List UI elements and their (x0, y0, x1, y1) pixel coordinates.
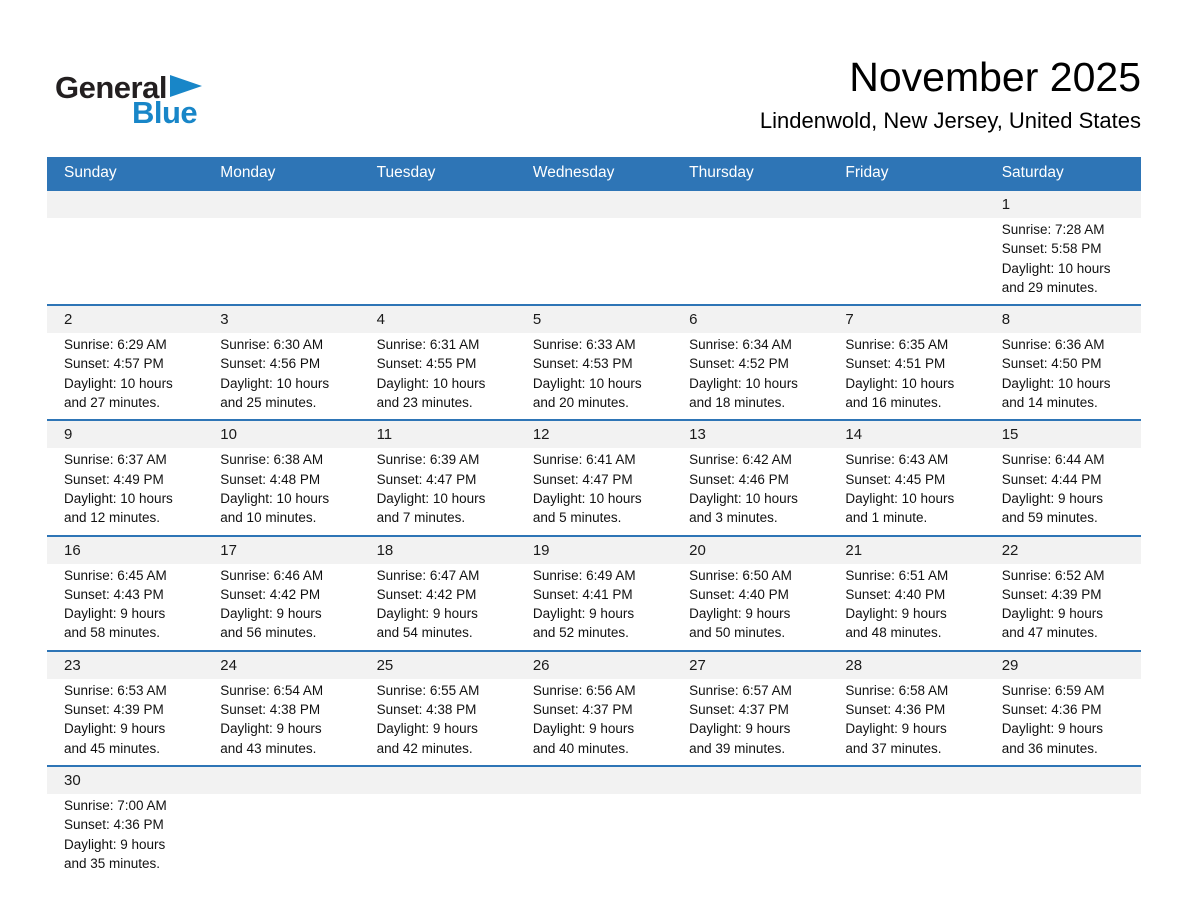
day-cell-2 (47, 306, 203, 419)
day-number-strip (360, 191, 516, 218)
day-number: 21 (845, 541, 863, 559)
day-cell-28 (828, 652, 984, 765)
detail-line: Daylight: 10 hours (64, 375, 173, 391)
detail-line: and 56 minutes. (220, 625, 317, 641)
day-number-strip (516, 191, 672, 218)
day-number: 22 (1001, 541, 1019, 559)
day-number: 15 (1001, 426, 1019, 444)
detail-line: and 7 minutes. (376, 510, 466, 526)
day-details (360, 679, 516, 765)
day-number-strip (985, 306, 1141, 333)
detail-line: and 29 minutes. (1001, 279, 1098, 295)
detail-line: Sunrise: 6:29 AM (64, 337, 167, 353)
day-number-strip (203, 306, 359, 333)
detail-line: Daylight: 10 hours (220, 490, 330, 506)
day-cell-16 (47, 537, 203, 650)
day-number: 14 (845, 426, 863, 444)
detail-line: Daylight: 9 hours (220, 606, 322, 622)
day-number-strip (672, 191, 828, 218)
detail-line: and 50 minutes. (689, 625, 786, 641)
detail-line: Sunrise: 6:56 AM (532, 682, 636, 698)
detail-line: Sunset: 4:48 PM (220, 471, 321, 487)
day-cell-27 (672, 652, 828, 765)
day-cell-12 (516, 421, 672, 534)
day-number-strip (672, 537, 828, 564)
day-cell-22 (985, 537, 1141, 650)
day-number: 3 (220, 311, 229, 329)
detail-line: and 25 minutes. (220, 395, 317, 411)
detail-line: Sunrise: 6:58 AM (845, 682, 949, 698)
day-number: 26 (532, 656, 550, 674)
day-number-strip (47, 767, 203, 794)
day-cell-4 (360, 306, 516, 419)
detail-line: Daylight: 9 hours (376, 606, 478, 622)
week-row-4 (47, 535, 1141, 650)
day-cell-15 (985, 421, 1141, 534)
day-number: 17 (220, 541, 237, 559)
empty-day-details (203, 794, 359, 880)
day-cell-17 (203, 537, 359, 650)
detail-line: Daylight: 9 hours (689, 606, 791, 622)
detail-line: Sunrise: 7:28 AM (1001, 222, 1105, 237)
detail-line: and 40 minutes. (532, 740, 629, 756)
detail-line: Sunset: 5:58 PM (1001, 241, 1102, 257)
detail-line: Sunrise: 6:50 AM (689, 567, 792, 583)
logo-text-general: General (55, 70, 167, 105)
empty-day-details (47, 218, 203, 304)
detail-line: Sunrise: 6:41 AM (532, 452, 636, 468)
day-number-strip (203, 191, 359, 218)
empty-day-details (672, 218, 828, 304)
empty-day-details (672, 794, 828, 880)
day-details (360, 333, 516, 419)
day-details (985, 448, 1141, 534)
detail-line: Daylight: 9 hours (64, 836, 166, 852)
detail-line: Sunset: 4:40 PM (689, 586, 789, 602)
detail-line: Sunrise: 6:33 AM (532, 337, 636, 353)
detail-line: Daylight: 10 hours (220, 375, 330, 391)
day-number: 29 (1001, 656, 1019, 674)
day-number-strip (203, 767, 359, 794)
detail-line: Sunset: 4:52 PM (689, 356, 789, 372)
day-details (47, 679, 203, 765)
detail-line: and 12 minutes. (64, 510, 161, 526)
day-cell-7 (828, 306, 984, 419)
day-number-strip (360, 537, 516, 564)
detail-line: and 39 minutes. (689, 740, 786, 756)
day-number-strip (47, 306, 203, 333)
detail-line: Sunset: 4:36 PM (1001, 702, 1102, 718)
day-cell-23 (47, 652, 203, 765)
detail-line: and 59 minutes. (1001, 510, 1098, 526)
empty-day-cell (828, 767, 984, 880)
detail-line: Sunrise: 6:35 AM (845, 337, 949, 353)
day-details (672, 333, 828, 419)
detail-line: and 58 minutes. (64, 625, 161, 641)
detail-line: Daylight: 10 hours (376, 490, 486, 506)
day-details (672, 679, 828, 765)
weekday-saturday: Saturday (1001, 164, 1064, 181)
detail-line: Sunrise: 6:55 AM (376, 682, 480, 698)
empty-day-cell (985, 767, 1141, 880)
day-number-strip (47, 421, 203, 448)
day-number-strip (985, 652, 1141, 679)
detail-line: and 20 minutes. (532, 395, 629, 411)
detail-line: Daylight: 10 hours (64, 490, 173, 506)
day-number-strip (360, 652, 516, 679)
day-number-strip (516, 421, 672, 448)
day-details (360, 564, 516, 650)
empty-day-details (516, 218, 672, 304)
day-number: 8 (1001, 311, 1011, 329)
empty-day-cell (672, 767, 828, 880)
title-block (760, 54, 1141, 134)
day-number-strip (360, 767, 516, 794)
detail-line: Sunrise: 6:46 AM (220, 567, 324, 583)
day-number: 2 (64, 311, 73, 329)
week-row-2 (47, 304, 1141, 419)
detail-line: Sunset: 4:44 PM (1001, 471, 1102, 487)
detail-line: Daylight: 9 hours (220, 721, 322, 737)
detail-line: Daylight: 9 hours (1001, 490, 1103, 506)
detail-line: and 10 minutes. (220, 510, 317, 526)
detail-line: and 1 minute. (845, 510, 928, 526)
day-number: 4 (376, 311, 385, 329)
empty-day-cell (672, 191, 828, 304)
day-number-strip (985, 767, 1141, 794)
day-cell-3 (203, 306, 359, 419)
day-number-strip (47, 191, 203, 218)
detail-line: and 48 minutes. (845, 625, 942, 641)
day-cell-8 (985, 306, 1141, 419)
detail-line: Sunset: 4:39 PM (1001, 586, 1102, 602)
day-number-strip (47, 537, 203, 564)
detail-line: and 3 minutes. (689, 510, 778, 526)
detail-line: Sunrise: 6:38 AM (220, 452, 324, 468)
week-row-1 (47, 189, 1141, 304)
detail-line: Sunrise: 6:51 AM (845, 567, 949, 583)
empty-day-cell (203, 191, 359, 304)
detail-line: and 45 minutes. (64, 740, 161, 756)
detail-line: Sunset: 4:49 PM (64, 471, 164, 487)
detail-line: and 54 minutes. (376, 625, 473, 641)
day-number-strip (672, 767, 828, 794)
detail-line: Sunset: 4:45 PM (845, 471, 946, 487)
detail-line: Sunrise: 6:47 AM (376, 567, 480, 583)
detail-line: Daylight: 10 hours (845, 490, 955, 506)
day-details (516, 679, 672, 765)
empty-day-details (516, 794, 672, 880)
weekday-friday: Friday (845, 164, 889, 181)
detail-line: Sunset: 4:38 PM (220, 702, 321, 718)
detail-line: Sunrise: 6:37 AM (64, 452, 167, 468)
day-number: 18 (376, 541, 394, 559)
week-row-5 (47, 650, 1141, 765)
day-details (985, 218, 1141, 304)
detail-line: Sunset: 4:41 PM (532, 586, 633, 602)
day-details (360, 448, 516, 534)
detail-line: Sunset: 4:43 PM (64, 586, 164, 602)
day-cell-20 (672, 537, 828, 650)
day-details (828, 564, 984, 650)
weekday-wednesday: Wednesday (532, 164, 615, 181)
detail-line: Daylight: 9 hours (532, 606, 635, 622)
weekday-monday: Monday (220, 164, 276, 181)
detail-line: Sunrise: 6:45 AM (64, 567, 167, 583)
day-details (203, 333, 359, 419)
detail-line: Sunset: 4:50 PM (1001, 356, 1102, 372)
detail-line: Sunset: 4:55 PM (376, 356, 477, 372)
detail-line: Sunset: 4:39 PM (64, 702, 164, 718)
detail-line: Sunrise: 6:39 AM (376, 452, 480, 468)
day-number: 13 (689, 426, 706, 444)
day-number-strip (985, 191, 1141, 218)
day-cell-14 (828, 421, 984, 534)
day-details (47, 448, 203, 534)
day-number-strip (985, 421, 1141, 448)
day-cell-29 (985, 652, 1141, 765)
empty-day-cell (360, 191, 516, 304)
detail-line: and 18 minutes. (689, 395, 786, 411)
weekday-thursday: Thursday (689, 164, 754, 181)
day-number: 10 (220, 426, 237, 444)
day-number: 5 (532, 311, 542, 329)
day-number: 7 (845, 311, 854, 329)
weekday-tuesday: Tuesday (376, 164, 436, 181)
day-details (828, 679, 984, 765)
detail-line: Sunset: 4:47 PM (532, 471, 633, 487)
detail-line: Sunrise: 6:44 AM (1001, 452, 1105, 468)
detail-line: Daylight: 9 hours (1001, 721, 1103, 737)
day-number-strip (828, 421, 984, 448)
detail-line: Sunrise: 6:43 AM (845, 452, 949, 468)
day-number-strip (828, 537, 984, 564)
empty-day-details (203, 218, 359, 304)
detail-line: and 5 minutes. (532, 510, 622, 526)
empty-day-cell (828, 191, 984, 304)
detail-line: and 16 minutes. (845, 395, 942, 411)
day-details (828, 448, 984, 534)
day-number-strip (672, 306, 828, 333)
month-title: November 2025 (849, 54, 1141, 100)
detail-line: Sunrise: 7:00 AM (64, 797, 167, 813)
empty-day-details (360, 218, 516, 304)
detail-line: Daylight: 10 hours (532, 490, 642, 506)
day-cell-1 (985, 191, 1141, 304)
detail-line: Sunrise: 6:59 AM (1001, 682, 1105, 698)
detail-line: and 23 minutes. (376, 395, 473, 411)
detail-line: and 14 minutes. (1001, 395, 1098, 411)
detail-line: Sunset: 4:36 PM (845, 702, 946, 718)
day-cell-5 (516, 306, 672, 419)
empty-day-cell (47, 191, 203, 304)
detail-line: Sunrise: 6:57 AM (689, 682, 792, 698)
detail-line: Sunset: 4:56 PM (220, 356, 321, 372)
detail-line: and 35 minutes. (64, 855, 161, 871)
detail-line: Sunset: 4:36 PM (64, 817, 164, 833)
day-cell-19 (516, 537, 672, 650)
logo-text-blue: Blue (132, 95, 198, 130)
detail-line: Daylight: 9 hours (64, 721, 166, 737)
empty-day-cell (360, 767, 516, 880)
day-number: 24 (220, 656, 237, 674)
detail-line: Sunset: 4:42 PM (376, 586, 477, 602)
detail-line: Sunset: 4:46 PM (689, 471, 789, 487)
day-details (672, 564, 828, 650)
detail-line: Sunset: 4:37 PM (689, 702, 789, 718)
detail-line: Daylight: 9 hours (64, 606, 166, 622)
detail-line: Sunrise: 6:53 AM (64, 682, 167, 698)
detail-line: Sunset: 4:37 PM (532, 702, 633, 718)
day-details (828, 333, 984, 419)
day-number-strip (672, 421, 828, 448)
week-row-3 (47, 419, 1141, 534)
day-details (985, 679, 1141, 765)
detail-line: and 52 minutes. (532, 625, 629, 641)
day-number: 1 (1001, 196, 1011, 213)
detail-line: Daylight: 10 hours (845, 375, 955, 391)
detail-line: Daylight: 10 hours (689, 375, 798, 391)
day-number-strip (203, 421, 359, 448)
day-cell-21 (828, 537, 984, 650)
detail-line: Sunset: 4:51 PM (845, 356, 946, 372)
detail-line: Daylight: 10 hours (689, 490, 798, 506)
detail-line: Sunset: 4:47 PM (376, 471, 477, 487)
day-number-strip (516, 537, 672, 564)
detail-line: Sunrise: 6:30 AM (220, 337, 324, 353)
detail-line: Sunrise: 6:52 AM (1001, 567, 1105, 583)
day-cell-6 (672, 306, 828, 419)
day-cell-13 (672, 421, 828, 534)
detail-line: Sunrise: 6:36 AM (1001, 337, 1105, 353)
detail-line: and 47 minutes. (1001, 625, 1098, 641)
day-cell-26 (516, 652, 672, 765)
day-cell-11 (360, 421, 516, 534)
day-number-strip (672, 652, 828, 679)
day-details (47, 333, 203, 419)
detail-line: Daylight: 10 hours (1001, 375, 1111, 391)
calendar-grid (47, 189, 1141, 880)
day-number: 27 (689, 656, 706, 674)
day-details (672, 448, 828, 534)
day-number: 12 (532, 426, 550, 444)
day-details (203, 679, 359, 765)
detail-line: Sunrise: 6:34 AM (689, 337, 792, 353)
day-details (47, 564, 203, 650)
detail-line: and 27 minutes. (64, 395, 161, 411)
weekday-header-row (47, 157, 1141, 189)
detail-line: Sunset: 4:42 PM (220, 586, 321, 602)
day-details (985, 333, 1141, 419)
detail-line: Daylight: 9 hours (1001, 606, 1103, 622)
day-number: 6 (689, 311, 698, 329)
day-number-strip (516, 652, 672, 679)
day-number-strip (828, 191, 984, 218)
day-number: 16 (64, 541, 81, 559)
day-number-strip (203, 652, 359, 679)
detail-line: Sunrise: 6:49 AM (532, 567, 636, 583)
day-details (516, 448, 672, 534)
day-number-strip (360, 306, 516, 333)
day-number: 23 (64, 656, 81, 674)
day-details (47, 794, 203, 880)
day-details (203, 448, 359, 534)
detail-line: Daylight: 10 hours (532, 375, 642, 391)
day-number-strip (203, 537, 359, 564)
day-number-strip (828, 306, 984, 333)
location-subtitle: Lindenwold, New Jersey, United States (759, 108, 1141, 134)
day-number: 20 (689, 541, 706, 559)
detail-line: Sunset: 4:53 PM (532, 356, 633, 372)
detail-line: Daylight: 10 hours (376, 375, 486, 391)
day-number-strip (516, 306, 672, 333)
day-cell-18 (360, 537, 516, 650)
day-number: 9 (64, 426, 73, 444)
day-number: 25 (376, 656, 394, 674)
page-header (0, 0, 1188, 157)
day-details (516, 564, 672, 650)
weekday-sunday: Sunday (64, 164, 117, 181)
general-blue-logo (55, 72, 202, 128)
day-details (203, 564, 359, 650)
detail-line: and 43 minutes. (220, 740, 317, 756)
detail-line: Sunrise: 6:42 AM (689, 452, 792, 468)
day-number: 28 (845, 656, 863, 674)
detail-line: Daylight: 9 hours (845, 606, 947, 622)
day-cell-30 (47, 767, 203, 880)
detail-line: Daylight: 9 hours (532, 721, 635, 737)
detail-line: Sunset: 4:40 PM (845, 586, 946, 602)
detail-line: and 37 minutes. (845, 740, 942, 756)
calendar (47, 157, 1141, 880)
day-number-strip (360, 421, 516, 448)
day-details (985, 564, 1141, 650)
day-cell-25 (360, 652, 516, 765)
day-number-strip (828, 767, 984, 794)
empty-day-details (985, 794, 1141, 880)
day-number: 11 (376, 426, 393, 444)
week-row-6 (47, 765, 1141, 880)
detail-line: Daylight: 9 hours (845, 721, 947, 737)
day-number-strip (985, 537, 1141, 564)
day-number-strip (47, 652, 203, 679)
day-number-strip (828, 652, 984, 679)
empty-day-details (828, 794, 984, 880)
day-number: 19 (532, 541, 550, 559)
detail-line: and 42 minutes. (376, 740, 473, 756)
day-number: 30 (64, 771, 81, 789)
day-number-strip (516, 767, 672, 794)
detail-line: Sunrise: 6:54 AM (220, 682, 324, 698)
detail-line: Sunset: 4:57 PM (64, 356, 164, 372)
detail-line: Daylight: 9 hours (376, 721, 478, 737)
empty-day-cell (516, 767, 672, 880)
day-cell-24 (203, 652, 359, 765)
day-cell-9 (47, 421, 203, 534)
day-cell-10 (203, 421, 359, 534)
empty-day-details (828, 218, 984, 304)
detail-line: Daylight: 9 hours (689, 721, 791, 737)
detail-line: and 36 minutes. (1001, 740, 1098, 756)
detail-line: Sunrise: 6:31 AM (376, 337, 480, 353)
detail-line: Daylight: 10 hours (1001, 260, 1111, 276)
empty-day-cell (203, 767, 359, 880)
day-details (516, 333, 672, 419)
empty-day-cell (516, 191, 672, 304)
detail-line: Sunset: 4:38 PM (376, 702, 477, 718)
empty-day-details (360, 794, 516, 880)
